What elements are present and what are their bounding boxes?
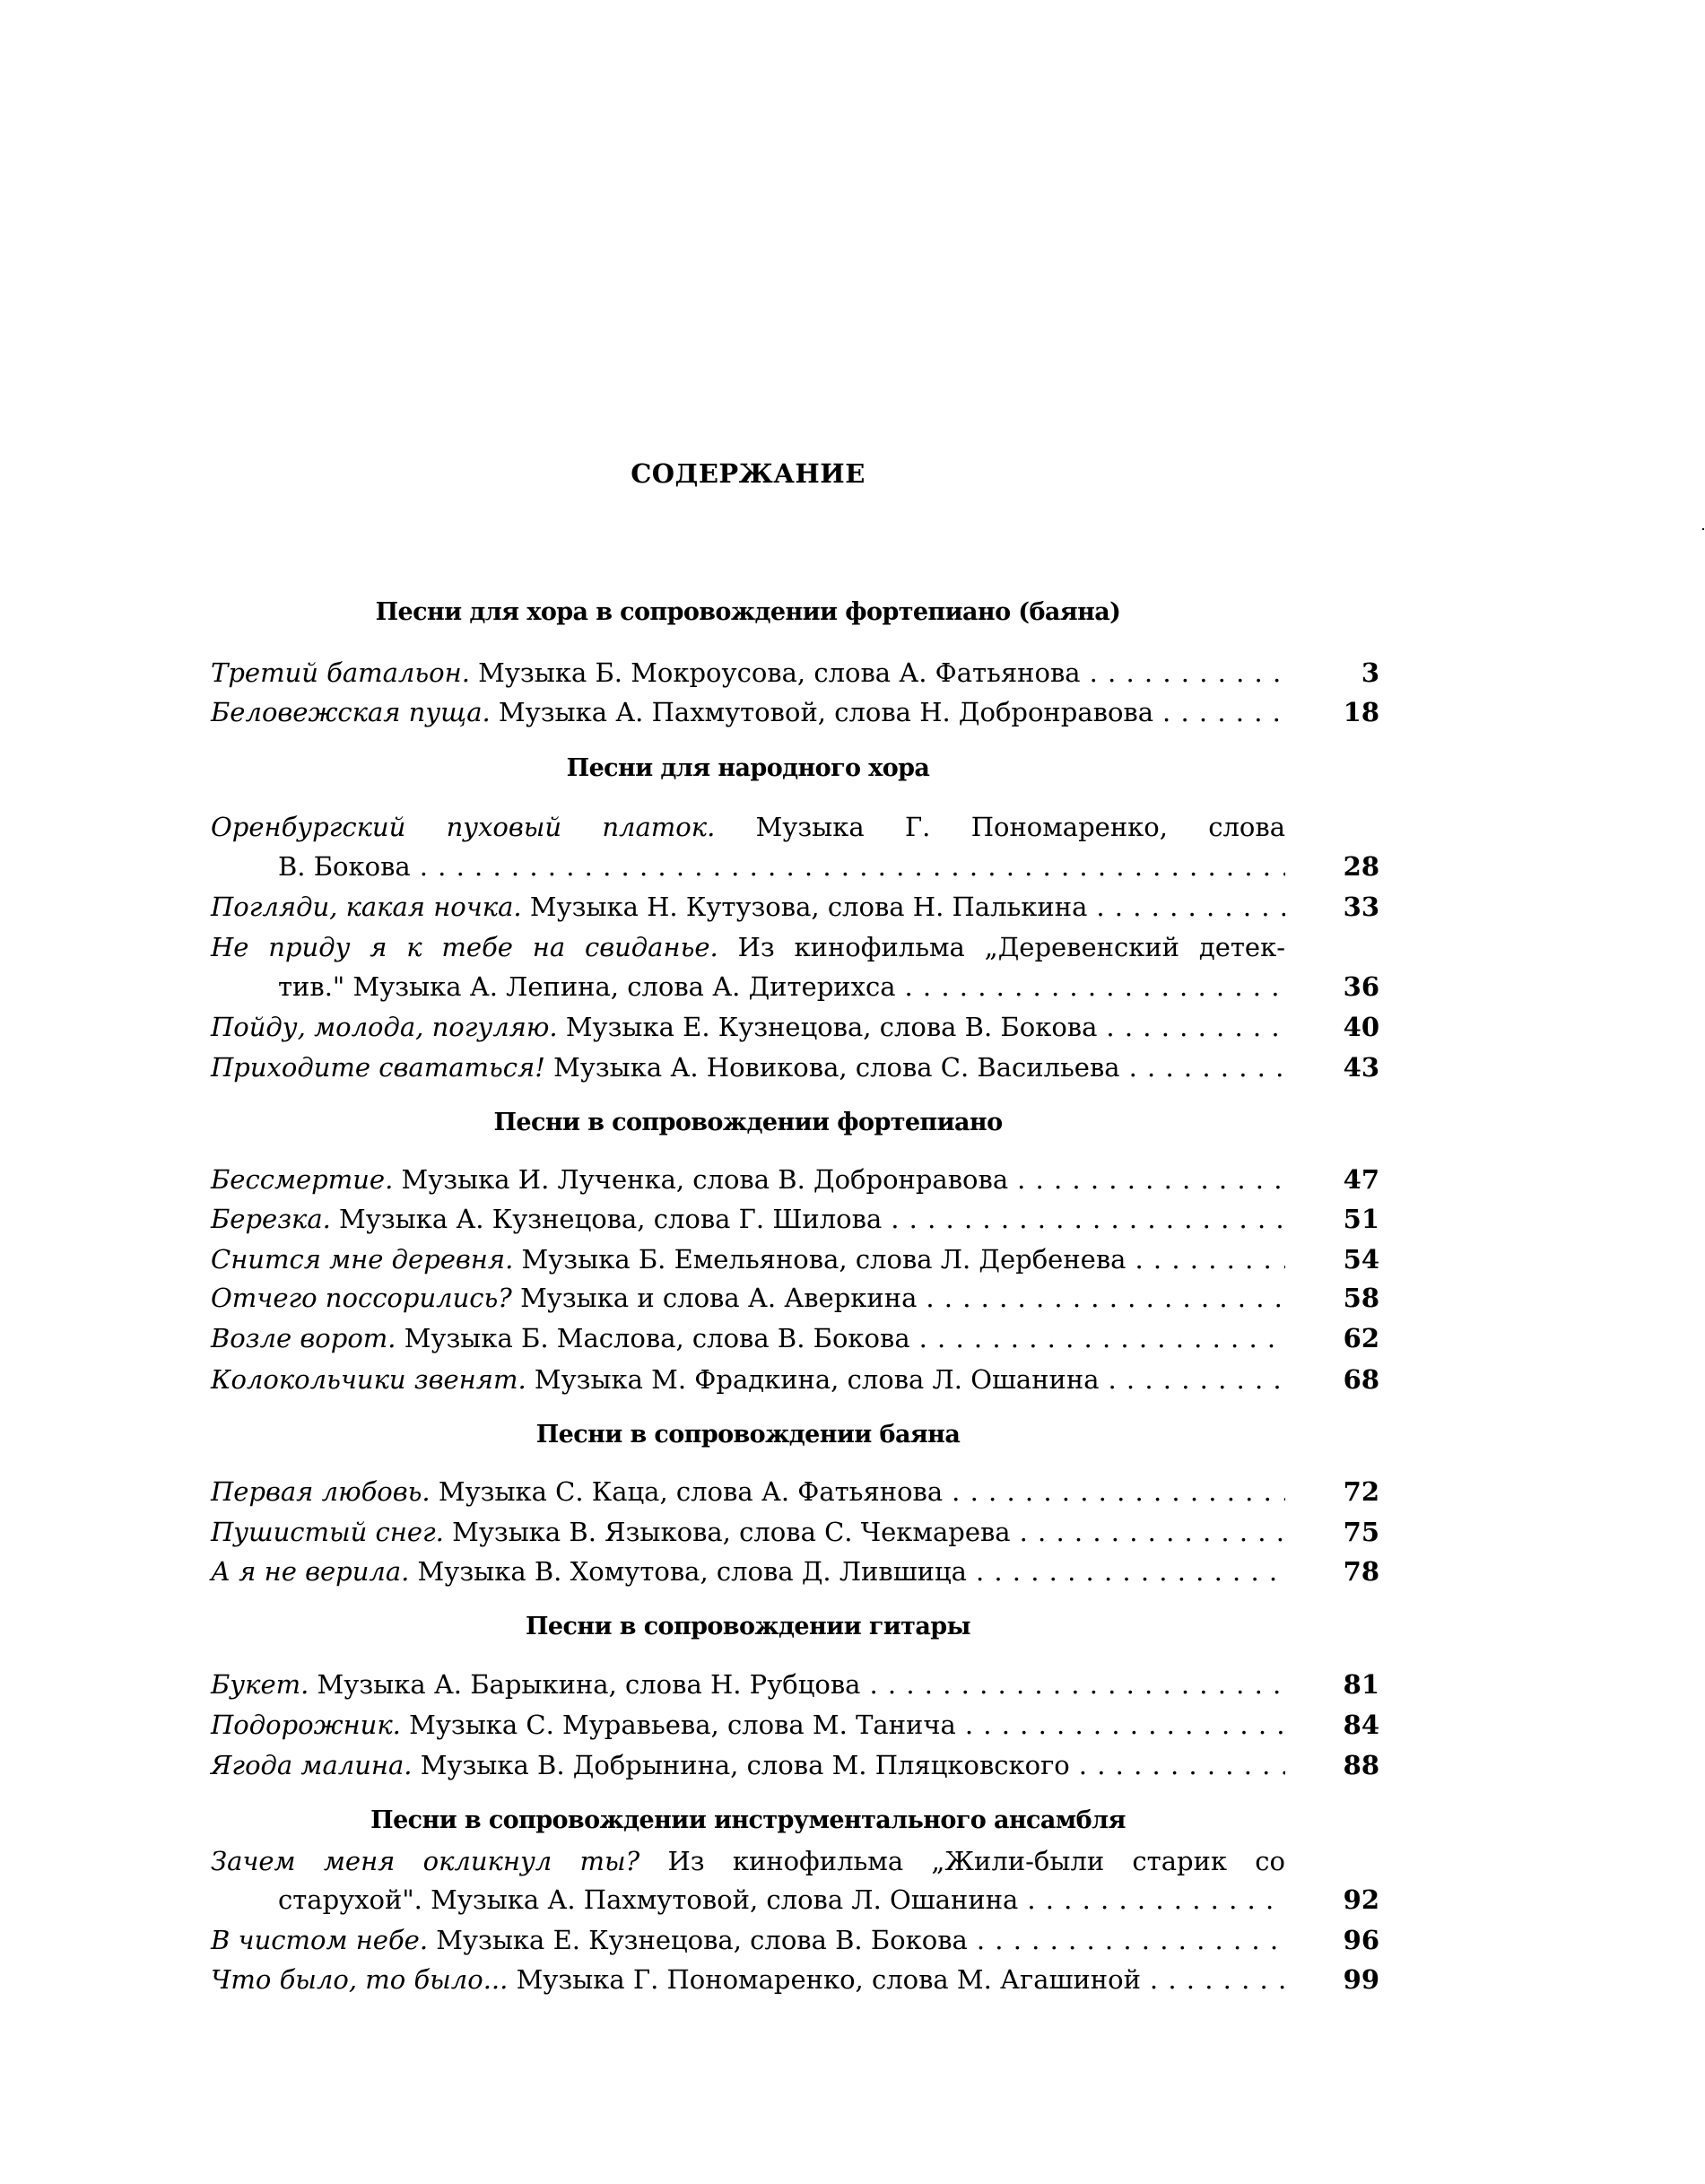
dot-leader bbox=[952, 1472, 1285, 1511]
page-number: 54 bbox=[1343, 1244, 1379, 1275]
dot-leader bbox=[1020, 1512, 1285, 1552]
toc-entry[interactable] bbox=[211, 692, 1379, 732]
entry-credits: Из кинофильма „Жили-были старик со bbox=[639, 1846, 1285, 1876]
song-title: Подорожник. bbox=[211, 1710, 401, 1740]
page-number: 36 bbox=[1343, 971, 1379, 1002]
song-title: Снится мне деревня. bbox=[211, 1244, 514, 1275]
entry-credits: Музыка В. Добрынина, слова М. Пляцковского bbox=[412, 1750, 1070, 1780]
page-number: 92 bbox=[1343, 1884, 1379, 1915]
entry-credits: Музыка Б. Емельянова, слова Л. Дербенева bbox=[513, 1244, 1127, 1275]
song-title: Беловежская пуща. bbox=[211, 697, 491, 727]
page-number: 81 bbox=[1343, 1669, 1379, 1700]
dot-leader bbox=[1096, 887, 1285, 927]
entry-credits: Музыка М. Фрадкина, слова Л. Ошанина bbox=[526, 1364, 1100, 1395]
dot-leader bbox=[1027, 1880, 1285, 1919]
song-title: Пойду, молода, погуляю. bbox=[211, 1012, 558, 1042]
entry-credits: Музыка А. Кузнецова, слова Г. Шилова bbox=[330, 1204, 883, 1234]
toc-entry[interactable] bbox=[211, 1920, 1379, 1960]
dot-leader bbox=[904, 967, 1285, 1006]
entry-credits-continued: старухой". Музыка А. Пахмутовой, слова Л. Ошанина bbox=[278, 1884, 1019, 1915]
entry-credits: Музыка Е. Кузнецова, слова В. Бокова bbox=[428, 1925, 968, 1955]
dot-leader bbox=[1109, 1360, 1286, 1399]
song-title: Что было, то было... bbox=[211, 1964, 509, 1995]
dot-leader bbox=[1162, 692, 1285, 732]
page-number: 99 bbox=[1343, 1964, 1379, 1995]
entry-credits: Музыка Б. Маслова, слова В. Бокова bbox=[396, 1323, 910, 1353]
entry-text bbox=[211, 1512, 1011, 1552]
page-number: 58 bbox=[1343, 1283, 1379, 1313]
entry-text bbox=[211, 1199, 882, 1239]
entry-text bbox=[211, 807, 1285, 847]
entry-text bbox=[211, 1472, 943, 1511]
entry-text bbox=[211, 1665, 860, 1704]
entry-credits: Музыка А. Пахмутовой, слова Н. Добронравова bbox=[490, 697, 1154, 727]
toc-entry[interactable] bbox=[211, 1278, 1379, 1318]
dot-leader bbox=[891, 1199, 1285, 1239]
entry-text bbox=[211, 1160, 1008, 1199]
song-title: Возле ворот. bbox=[211, 1323, 396, 1353]
entry-text bbox=[211, 1007, 1097, 1047]
toc-entry-line bbox=[211, 1841, 1379, 1881]
page-number: 40 bbox=[1343, 1012, 1379, 1042]
toc-entry-line bbox=[211, 807, 1379, 847]
entry-text bbox=[211, 1745, 1070, 1785]
page-title: СОДЕРЖАНИЕ bbox=[631, 458, 866, 489]
toc-entry[interactable] bbox=[211, 1048, 1379, 1087]
toc-entry[interactable] bbox=[211, 887, 1379, 927]
entry-text bbox=[211, 1841, 1285, 1881]
toc-entry[interactable] bbox=[211, 1705, 1379, 1745]
section-heading: Песни в сопровождении фортепиано bbox=[493, 1109, 1003, 1136]
section-heading: Песни в сопровождении гитары bbox=[526, 1613, 970, 1640]
entry-credits: Музыка И. Лученка, слова В. Добронравова bbox=[393, 1164, 1009, 1195]
toc-entry[interactable] bbox=[211, 653, 1379, 692]
toc-entry[interactable] bbox=[211, 1552, 1379, 1591]
entry-text bbox=[211, 1920, 968, 1960]
entry-text bbox=[211, 887, 1087, 927]
dot-leader bbox=[1129, 1048, 1285, 1087]
dot-leader bbox=[1079, 1745, 1285, 1785]
section-heading: Песни для народного хора bbox=[566, 754, 930, 782]
song-title: Зачем меня окликнул ты? bbox=[211, 1846, 640, 1876]
entry-text bbox=[211, 1960, 1141, 1999]
entry-credits: Музыка Е. Кузнецова, слова В. Бокова bbox=[557, 1012, 1098, 1042]
page-number: 96 bbox=[1343, 1925, 1379, 1955]
dot-leader bbox=[869, 1665, 1285, 1704]
page-number: 75 bbox=[1343, 1517, 1379, 1547]
entry-credits: Из кинофильма „Деревенский детек- bbox=[718, 932, 1285, 962]
song-title: Оренбургский пуховый платок. bbox=[211, 812, 716, 842]
song-title: Третий батальон. bbox=[211, 657, 470, 688]
page-number: 18 bbox=[1343, 697, 1379, 727]
section-heading: Песни в сопровождении инструментального ансамбля bbox=[370, 1806, 1126, 1834]
toc-entry-continuation[interactable] bbox=[278, 1880, 1379, 1919]
entry-credits: Музыка Н. Кутузова, слова Н. Палькина bbox=[521, 892, 1088, 922]
song-title: Не приду я к тебе на свиданье. bbox=[211, 932, 718, 962]
page-number: 68 bbox=[1343, 1364, 1379, 1395]
entry-credits: Музыка С. Муравьева, слова М. Танича bbox=[400, 1710, 956, 1740]
entry-credits: Музыка С. Каца, слова А. Фатьянова bbox=[430, 1476, 944, 1507]
entry-credits-continued: В. Бокова bbox=[278, 851, 411, 882]
dot-leader bbox=[919, 1318, 1285, 1358]
toc-entry[interactable] bbox=[211, 1318, 1379, 1358]
scan-speck bbox=[1702, 528, 1704, 530]
page-number: 47 bbox=[1343, 1164, 1379, 1195]
page-number: 62 bbox=[1343, 1323, 1379, 1353]
dot-leader bbox=[1150, 1960, 1285, 1999]
toc-entry[interactable] bbox=[211, 1160, 1379, 1199]
song-title: Березка. bbox=[211, 1204, 331, 1234]
toc-entry[interactable] bbox=[211, 1960, 1379, 1999]
toc-entry-continuation[interactable] bbox=[278, 967, 1379, 1006]
song-title: А я не верила. bbox=[211, 1556, 410, 1587]
entry-text bbox=[211, 1318, 910, 1358]
entry-credits: Музыка и слова А. Аверкина bbox=[511, 1283, 918, 1313]
page-number: 78 bbox=[1343, 1556, 1379, 1587]
entry-credits: Музыка А. Барыкина, слова Н. Рубцова bbox=[309, 1669, 861, 1700]
entry-text bbox=[211, 1360, 1100, 1399]
toc-entry[interactable] bbox=[211, 1472, 1379, 1511]
entry-credits: Музыка В. Хомутова, слова Д. Лившица bbox=[409, 1556, 967, 1587]
song-title: Бессмертие. bbox=[211, 1164, 394, 1195]
song-title: В чистом небе. bbox=[211, 1925, 429, 1955]
toc-entry-continuation[interactable] bbox=[278, 847, 1379, 886]
song-title: Букет. bbox=[211, 1669, 309, 1700]
entry-text bbox=[211, 1278, 917, 1318]
entry-text bbox=[211, 1705, 956, 1745]
toc-entry[interactable] bbox=[211, 1512, 1379, 1552]
song-title: Пушистый снег. bbox=[211, 1517, 444, 1547]
page-number: 51 bbox=[1343, 1204, 1379, 1234]
toc-entry[interactable] bbox=[211, 1360, 1379, 1399]
song-title: Отчего поссорились? bbox=[211, 1283, 512, 1313]
entry-text bbox=[211, 653, 1081, 692]
toc-entry[interactable] bbox=[211, 1745, 1379, 1785]
song-title: Ягода малина. bbox=[211, 1750, 413, 1780]
entry-text bbox=[211, 1048, 1120, 1087]
page-number: 43 bbox=[1343, 1052, 1379, 1083]
song-title: Приходите свататься! bbox=[211, 1052, 545, 1083]
dot-leader bbox=[977, 1920, 1285, 1960]
page-number: 3 bbox=[1361, 657, 1379, 688]
entry-text bbox=[211, 927, 1285, 967]
song-title: Погляди, какая ночка. bbox=[211, 892, 522, 922]
entry-credits: Музыка Г. Пономаренко, слова bbox=[715, 812, 1285, 842]
dot-leader bbox=[1135, 1240, 1285, 1279]
dot-leader bbox=[1017, 1160, 1285, 1199]
page-number: 88 bbox=[1343, 1750, 1379, 1780]
page-number: 84 bbox=[1343, 1710, 1379, 1740]
entry-text bbox=[211, 692, 1153, 732]
entry-text bbox=[211, 1552, 967, 1591]
entry-credits-continued: тив." Музыка А. Лепина, слова А. Дитерихса bbox=[278, 971, 896, 1002]
toc-entry[interactable] bbox=[211, 1199, 1379, 1239]
page-number: 28 bbox=[1343, 851, 1379, 882]
page-number: 72 bbox=[1343, 1476, 1379, 1507]
dot-leader bbox=[1090, 653, 1285, 692]
toc-entry[interactable] bbox=[211, 1240, 1379, 1279]
entry-credits: Музыка Г. Пономаренко, слова М. Агашиной bbox=[508, 1964, 1141, 1995]
toc-entry-line bbox=[211, 927, 1379, 967]
entry-credits: Музыка В. Языкова, слова С. Чекмарева bbox=[443, 1517, 1011, 1547]
entry-text bbox=[211, 1240, 1126, 1279]
section-heading: Песни в сопровождении баяна bbox=[535, 1421, 961, 1449]
section-heading: Песни для хора в сопровождении фортепиано (баяна) bbox=[375, 598, 1121, 626]
entry-credits: Музыка А. Новикова, слова С. Васильева bbox=[544, 1052, 1120, 1083]
dot-leader bbox=[926, 1278, 1285, 1318]
song-title: Колокольчики звенят. bbox=[211, 1364, 526, 1395]
page-number: 33 bbox=[1343, 892, 1379, 922]
dot-leader bbox=[1106, 1007, 1285, 1047]
entry-credits: Музыка Б. Мокроусова, слова А. Фатьянова bbox=[469, 657, 1081, 688]
dot-leader bbox=[976, 1552, 1285, 1591]
toc-entry[interactable] bbox=[211, 1007, 1379, 1047]
dot-leader bbox=[965, 1705, 1285, 1745]
toc-entry[interactable] bbox=[211, 1665, 1379, 1704]
song-title: Первая любовь. bbox=[211, 1476, 431, 1507]
dot-leader bbox=[420, 847, 1285, 886]
